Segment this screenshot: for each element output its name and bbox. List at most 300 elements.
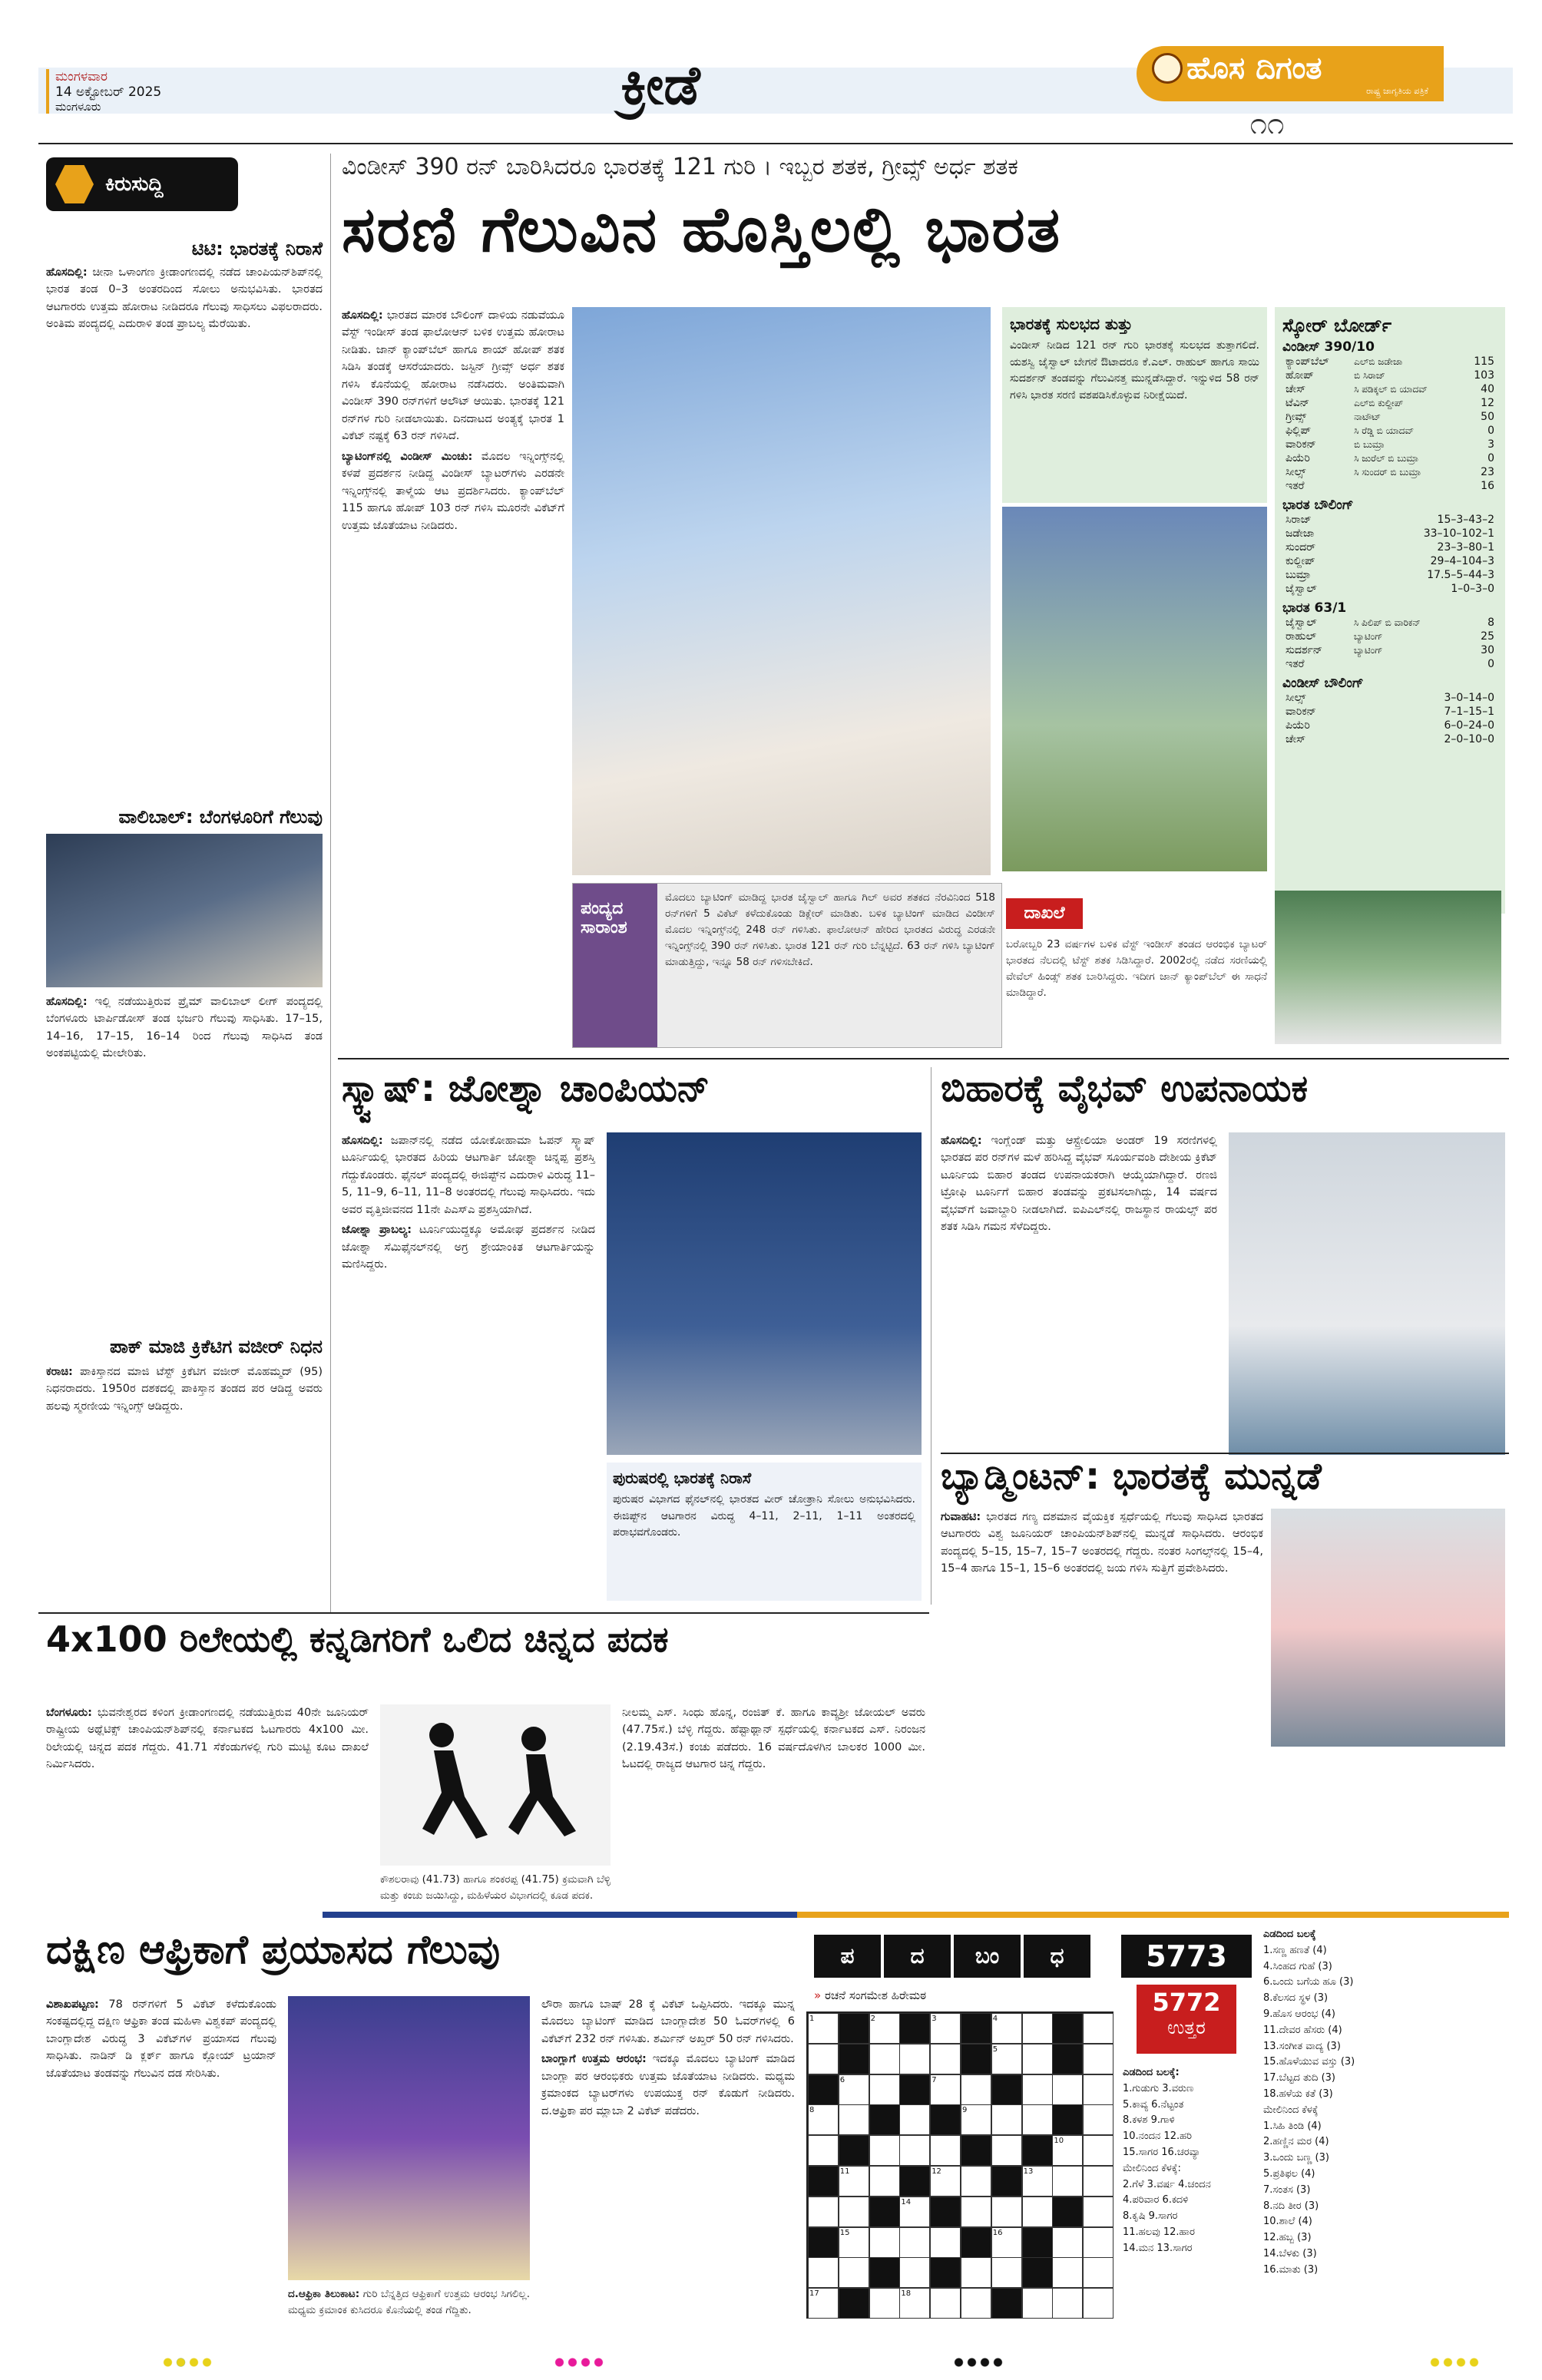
brand-name: ಹೊಸ ದಿಗಂತ bbox=[1186, 51, 1322, 86]
grid-block bbox=[808, 2227, 839, 2258]
section-divider bbox=[38, 1612, 929, 1614]
grid-cell[interactable] bbox=[869, 2135, 900, 2166]
grid-cell[interactable] bbox=[930, 2135, 961, 2166]
grid-cell[interactable] bbox=[808, 2257, 839, 2288]
answer-line: 8.ಕೃಷಿ 9.ಸಾಗರ bbox=[1123, 2210, 1178, 2223]
grid-cell[interactable] bbox=[1022, 2044, 1053, 2074]
date-block bbox=[46, 69, 223, 114]
squash-subheading: ಜೋಶ್ನಾ ಪ್ರಾಬಲ್ಯ: bbox=[342, 1224, 412, 1237]
runs: 0 bbox=[1487, 658, 1494, 670]
grid-cell[interactable] bbox=[961, 2197, 991, 2227]
answer-line: 11.ಹಲವು 12.ಹಾರ bbox=[1123, 2226, 1195, 2238]
grid-cell[interactable]: 12 bbox=[930, 2166, 961, 2197]
brief-title: ಪಾಕ್ ಮಾಜಿ ಕ್ರಿಕೆಟಿಗ ವಜೀರ್ ನಿಧನ bbox=[109, 1336, 323, 1357]
bowler-name: ವಾರಿಕನ್ bbox=[1286, 706, 1316, 718]
clue-line: 15.ಹೊಳೆಯುವ ವಸ್ತು (3) bbox=[1263, 2056, 1355, 2068]
dateline: ಹೊಸದಿಲ್ಲಿ: bbox=[46, 996, 88, 1008]
scoreboard bbox=[1275, 307, 1505, 914]
grid-cell[interactable]: 5 bbox=[991, 2044, 1022, 2074]
lead-headline: ಸರಣಿ ಗೆಲುವಿನ ಹೊಸ್ತಿಲಲ್ಲಿ ಭಾರತ bbox=[342, 193, 1062, 266]
dismissal: ಬಿ ಸಿರಾಜ್ bbox=[1354, 369, 1385, 381]
side-box-body: ವಿಂಡೀಸ್ ನೀಡಿದ 121 ರನ್ ಗುರಿ ಭಾರತಕ್ಕೆ ಸುಲಭದ ತುತ್ತಾಗಲಿದೆ. ಯಶಸ್ವಿ ಜೈಸ್ವಾಲ್ ಬೇಗನೆ ಔಟಾದರೂ ಕೆ.ಎಲ್. ರಾಹುಲ್ ಹಾಗೂ ಸಾಯಿ ಸುದರ್ಶನ್ ತಂಡವನ್ನು ಗೆಲುವಿನತ್ತ ಮುನ್ನಡೆಸಿದ್ದಾರೆ. ಇನ್ನುಳಿದ 58 ರನ್ ಗಳಿಸಿ ಭಾರತ ಸರಣಿ ವಶಪಡಿಸಿಕೊಳ್ಳುವ ನಿರೀಕ್ಷೆಯಿದೆ. bbox=[1010, 339, 1259, 402]
grid-cell[interactable] bbox=[808, 2044, 839, 2074]
grid-cell[interactable] bbox=[1052, 2257, 1083, 2288]
grid-cell[interactable] bbox=[961, 2074, 991, 2105]
grid-cell[interactable] bbox=[839, 2104, 869, 2135]
relay-headline: 4x100 ರಿಲೇಯಲ್ಲಿ ಕನ್ನಡಿಗರಿಗೆ ಒಲಿದ ಚಿನ್ನದ ಪದಕ bbox=[46, 1618, 669, 1660]
vaibhav-text: ಇಂಗ್ಲೆಂಡ್ ಮತ್ತು ಆಸ್ಟ್ರೇಲಿಯಾ ಅಂಡರ್ 19 ಸರಣಿಗಳಲ್ಲಿ ಭಾರತದ ಪರ ರನ್‌ಗಳ ಮಳೆ ಹರಿಸಿದ್ದ ವೈಭವ್ ಸೂರ್ಯವಂಶಿ ದೇಶೀಯ ಕ್ರಿಕೆಟ್ ಟೂರ್ನಿಯ ಬಿಹಾರ ತಂಡದ ಉಪನಾಯಕರಾಗಿ ಆಯ್ಕೆಯಾಗಿದ್ದಾರೆ. ರಣಜಿ ಟ್ರೋಫಿ ಟೂರ್ನಿಗೆ ಬಿಹಾರ ತಂಡವನ್ನು ಪ್ರಕಟಿಸಲಾಗಿದ್ದು, 14 ವರ್ಷದ ವೈಭವ್‌ಗೆ ಜವಾಬ್ದಾರಿ ನೀಡಲಾಗಿದೆ. ಐಪಿಎಲ್‌ನಲ್ಲಿ ರಾಜಸ್ಥಾನ ರಾಯಲ್ಸ್ ಪರ ಶತಕ ಸಿಡಿಸಿ ಗಮನ ಸೆಳೆದಿದ್ದರು. bbox=[941, 1135, 1217, 1234]
side-box-title: ಭಾರತಕ್ಕೆ ಸುಲಭದ ತುತ್ತು bbox=[1010, 315, 1133, 333]
figures: 29–4–104–3 bbox=[1430, 555, 1494, 567]
grid-cell[interactable] bbox=[899, 2044, 930, 2074]
dateline: ಕರಾಚಿ: bbox=[46, 1366, 73, 1378]
bowler-name: ಬುಮ್ರಾ bbox=[1286, 569, 1311, 581]
runs: 50 bbox=[1481, 411, 1494, 423]
relay-caption: ಕೌಶಲರಾವು (41.73) ಹಾಗೂ ಶಂಕರಪ್ಪ (41.75) ಕ್ರಮವಾಗಿ ಬೆಳ್ಳಿ ಮತ್ತು ಕಂಚು ಜಯಿಸಿದ್ದು, ಮಹಿಳೆಯರ ವಿಭಾಗದಲ್ಲಿ ಕೂಡ ಪದಕ. bbox=[380, 1873, 611, 1902]
bowler-name: ಸಿರಾಜ್ bbox=[1286, 514, 1312, 526]
lead-text: ಭಾರತದ ಮಾರಕ ಬೌಲಿಂಗ್ ದಾಳಿಯ ನಡುವೆಯೂ ವೆಸ್ಟ್ ಇಂಡೀಸ್ ತಂಡ ಫಾಲೋಆನ್ ಬಳಿಕ ಉತ್ತಮ ಹೋರಾಟ ನೀಡಿತು. ಜಾನ್ ಕ್ಯಾಂಪ್‌ಬೆಲ್ ಹಾಗೂ ಶಾಯ್ ಹೋಪ್ ಶತಕ ಸಿಡಿಸಿ ತಂಡಕ್ಕೆ ಆಸರೆಯಾದರು. ಜಸ್ಟಿನ್ ಗ್ರೀವ್ಸ್ ಅರ್ಧ ಶತಕ ಗಳಿಸಿ ಕೊನೆಯಲ್ಲಿ ಹೋರಾಟ ನಡೆಸಿದರು. ಅಂತಿಮವಾಗಿ ವಿಂಡೀಸ್ 390 ರನ್‌ಗಳಿಗೆ ಆಲೌಟ್ ಆಯಿತು. ಭಾರತಕ್ಕೆ 121 ರನ್‌ಗಳ ಗುರಿ ನೀಡಲಾಯಿತು. ದಿನದಾಟದ ಅಂತ್ಯಕ್ಕೆ ಭಾರತ 1 ವಿಕೆಟ್ ನಷ್ಟಕ್ಕೆ 63 ರನ್ ಗಳಿಸಿದೆ. bbox=[342, 309, 564, 443]
grid-cell[interactable] bbox=[899, 2257, 930, 2288]
summary-body: ಮೊದಲು ಬ್ಯಾಟಿಂಗ್ ಮಾಡಿದ್ದ ಭಾರತ ಜೈಸ್ವಾಲ್ ಹಾಗೂ ಗಿಲ್ ಅವರ ಶತಕದ ನೆರವಿನಿಂದ 518 ರನ್‌ಗಳಿಗೆ 5 ವಿಕೆಟ್ ಕಳೆದುಕೊಂಡು ಡಿಕ್ಲೇರ್ ಮಾಡಿತು. ಬಳಿಕ ಬ್ಯಾಟಿಂಗ್ ಮಾಡಿದ ವಿಂಡೀಸ್ ಮೊದಲ ಇನ್ನಿಂಗ್ಸ್‌ನಲ್ಲಿ 248 ರನ್ ಗಳಿಸಿತು. ಫಾಲೋಆನ್ ಹೇರಿದ ಭಾರತದ ವಿರುದ್ಧ ಎರಡನೇ ಇನ್ನಿಂಗ್ಸ್‌ನಲ್ಲಿ 390 ರನ್ ಗಳಿಸಿತು. ಭಾರತ 121 ರನ್ ಗುರಿ ಬೆನ್ನಟ್ಟಿದೆ. 63 ರನ್ ಗಳಿಸಿ ಬ್ಯಾಟಿಂಗ್ ಮಾಡುತ್ತಿದ್ದು, ಇನ್ನೂ 58 ರನ್ ಗಳಿಸಬೇಕಿದೆ. bbox=[665, 891, 995, 968]
grid-block bbox=[930, 2104, 961, 2135]
dismissal: ಸಿ ಪಿಲಿಪ್ ಬಿ ವಾರಿಕನ್ bbox=[1353, 616, 1421, 628]
grid-cell[interactable] bbox=[1022, 2104, 1053, 2135]
bowler-name: ಜಡೇಜಾ bbox=[1286, 527, 1315, 540]
grid-cell[interactable] bbox=[930, 2227, 961, 2258]
bowling-row bbox=[1282, 691, 1497, 705]
grid-cell[interactable] bbox=[1052, 2074, 1083, 2105]
dismissal: ನಾಟೌಟ್ bbox=[1354, 411, 1382, 422]
dateline: ಗುವಾಹಟಿ: bbox=[941, 1511, 981, 1523]
grid-cell[interactable] bbox=[869, 2074, 900, 2105]
sa-subheading: ಬಾಂಗ್ಲಾಗೆ ಉತ್ತಮ ಆರಂಭ: bbox=[541, 2053, 647, 2066]
figures: 23–3–80–1 bbox=[1437, 541, 1494, 554]
batter-name: ರಾಹುಲ್ bbox=[1286, 630, 1317, 643]
bowling-row bbox=[1282, 705, 1497, 719]
dismissal: ಸಿ ರೆಡ್ಡಿ ಬಿ ಯಾದವ್ bbox=[1354, 425, 1415, 436]
dismissal bbox=[1351, 479, 1461, 493]
grid-cell[interactable] bbox=[839, 2197, 869, 2227]
score-row bbox=[1282, 616, 1497, 630]
section-divider bbox=[338, 1058, 1509, 1059]
grid-cell[interactable]: 1 bbox=[808, 2013, 839, 2044]
crossword-author bbox=[814, 1988, 1106, 2002]
brief-3 bbox=[46, 1336, 323, 1415]
bowler-name: ಸುಂದರ್ bbox=[1286, 541, 1316, 554]
grid-cell[interactable]: 16 bbox=[991, 2227, 1022, 2258]
bowling-table bbox=[1282, 513, 1497, 596]
squash-text-2: ಟೂರ್ನಿಯುದ್ದಕ್ಕೂ ಅಮೋಘ ಪ್ರದರ್ಶನ ನೀಡಿದ ಜೋಶ್ನಾ ಸೆಮಿಫೈನಲ್‌ನಲ್ಲಿ ಅಗ್ರ ಶ್ರೇಯಾಂಕಿತ ಆಟಗಾರ್ತಿಯನ್ನು ಮಣಿಸಿದ್ದರು. bbox=[342, 1224, 596, 1271]
date: 14 ಅಕ್ಟೋಬರ್ 2025 bbox=[55, 84, 162, 100]
grid-block bbox=[869, 2197, 900, 2227]
grid-cell[interactable] bbox=[899, 2135, 930, 2166]
crossword-grid bbox=[806, 2011, 1113, 2319]
grid-cell[interactable] bbox=[899, 2104, 930, 2135]
runs: 8 bbox=[1487, 616, 1494, 629]
grid-cell[interactable]: 18 bbox=[899, 2288, 930, 2319]
grid-cell[interactable] bbox=[1083, 2044, 1113, 2074]
kirusuddi-badge bbox=[46, 157, 238, 211]
grid-block bbox=[991, 2074, 1022, 2105]
grid-cell[interactable] bbox=[899, 2227, 930, 2258]
grid-cell[interactable] bbox=[991, 2197, 1022, 2227]
relay-text: ಭುವನೇಶ್ವರದ ಕಳಿಂಗ ಕ್ರೀಡಾಂಗಣದಲ್ಲಿ ನಡೆಯುತ್ತಿರುವ 40ನೇ ಜೂನಿಯರ್ ರಾಷ್ಟ್ರೀಯ ಅಥ್ಲೆಟಿಕ್ಸ್ ಚಾಂಪಿಯನ್‌ಶಿಪ್‌ನಲ್ಲಿ ಕರ್ನಾಟಕದ ಓಟಗಾರರು 4x100 ಮೀ. ರಿಲೇಯಲ್ಲಿ ಚಿನ್ನದ ಪದಕ ಗೆದ್ದರು. 41.71 ಸೆಕೆಂಡುಗಳಲ್ಲಿ ಗುರಿ ಮುಟ್ಟಿ ಕೂಟ ದಾಖಲೆ ನಿರ್ಮಿಸಿದರು. bbox=[46, 1707, 369, 1771]
grid-block bbox=[1022, 2227, 1053, 2258]
hand-icon bbox=[55, 165, 94, 203]
score-row bbox=[1282, 396, 1497, 410]
bowling-row bbox=[1282, 732, 1497, 746]
brand-logo bbox=[1137, 46, 1444, 101]
grid-cell[interactable]: 8 bbox=[808, 2104, 839, 2135]
grid-block bbox=[1022, 2135, 1053, 2166]
section-title: ಕ್ರೀಡೆ bbox=[620, 54, 700, 117]
score-row bbox=[1282, 410, 1497, 424]
brief-title: ಟಿಟಿ: ಭಾರತಕ್ಕೆ ನಿರಾಸೆ bbox=[191, 238, 323, 259]
page-number: ೧೧ bbox=[1249, 106, 1285, 141]
dateline: ಹೊಸದಿಲ್ಲಿ: bbox=[46, 266, 88, 279]
clues bbox=[1263, 1927, 1509, 2279]
grid-cell[interactable]: 3 bbox=[930, 2013, 961, 2044]
clue-line: 17.ಬೆಟ್ಟದ ತುದಿ (3) bbox=[1263, 2072, 1335, 2084]
bowling-title: ಭಾರತ ಬೌಲಿಂಗ್ bbox=[1282, 497, 1354, 513]
dismissal: ಎಲ್‌ಬಿ ಜಡೇಜಾ bbox=[1354, 355, 1403, 367]
score-row bbox=[1282, 438, 1497, 451]
grid-block bbox=[808, 2166, 839, 2197]
score-row bbox=[1282, 657, 1497, 671]
grid-block bbox=[961, 2227, 991, 2258]
clue-line: 7.ಸಂತಸ (3) bbox=[1263, 2183, 1311, 2196]
grid-cell[interactable] bbox=[1083, 2257, 1113, 2288]
vaibhav-headline: ಬಿಹಾರಕ್ಕೆ ವೈಭವ್ ಉಪನಾಯಕ bbox=[941, 1067, 1309, 1110]
score-row bbox=[1282, 479, 1497, 493]
grid-cell[interactable] bbox=[839, 2257, 869, 2288]
grid-cell[interactable]: 4 bbox=[991, 2013, 1022, 2044]
runs: 16 bbox=[1481, 480, 1494, 492]
batter-name: ಫಿಲ್ಲಿಪ್ bbox=[1286, 425, 1312, 437]
score-row bbox=[1282, 382, 1497, 396]
clue-line: 14.ಬೆಳಕು (3) bbox=[1263, 2247, 1317, 2259]
sun-icon bbox=[1152, 53, 1183, 84]
clue-line: 8.ನದಿ ತೀರ (3) bbox=[1263, 2200, 1319, 2212]
lead-text-2: ಮೊದಲ ಇನ್ನಿಂಗ್ಸ್‌ನಲ್ಲಿ ಕಳಪೆ ಪ್ರದರ್ಶನ ನೀಡಿದ್ದ ವಿಂಡೀಸ್ ಬ್ಯಾಟರ್‌ಗಳು ಎರಡನೇ ಇನ್ನಿಂಗ್ಸ್‌ನಲ್ಲಿ ತಾಳ್ಮೆಯ ಆಟ ಪ್ರದರ್ಶಿಸಿದರು. ಕ್ಯಾಂಪ್‌ಬೆಲ್ 115 ಹಾಗೂ ಹೋಪ್ 103 ರನ್ ಗಳಿಸಿ ಮೂರನೇ ವಿಕೆಟ್‌ಗೆ ಉತ್ತಮ ಜೊತೆಯಾಟ ನೀಡಿದರು. bbox=[342, 450, 564, 532]
color-bar bbox=[323, 1912, 1509, 1918]
crossword-author-text: ರಚನೆ ಸಂಗಮೇಶ ಹಿರೇಮಠ bbox=[824, 1988, 927, 2002]
answer-line: 4.ಪರಿವಾರ 6.ಕದಳಿ bbox=[1123, 2194, 1189, 2206]
grid-block bbox=[1052, 2013, 1083, 2044]
clue-line: 3.ಒಂದು ಬಣ್ಣ (3) bbox=[1263, 2152, 1329, 2164]
lead-body bbox=[342, 307, 564, 537]
grid-cell[interactable]: 2 bbox=[869, 2013, 900, 2044]
grid-cell[interactable] bbox=[869, 2166, 900, 2197]
column-divider bbox=[330, 154, 331, 1612]
grid-cell[interactable]: 10 bbox=[1052, 2135, 1083, 2166]
figures: 33–10–102–1 bbox=[1423, 527, 1494, 540]
dismissal: ಸಿ ಜುರೆಲ್ ಬಿ ಬುಮ್ರಾ bbox=[1354, 452, 1419, 464]
score-row bbox=[1282, 424, 1497, 438]
bowler-name: ಸೀಲ್ಸ್ bbox=[1286, 692, 1306, 704]
squash-text: ಜಪಾನ್‌ನಲ್ಲಿ ನಡೆದ ಯೋಕೋಹಾಮಾ ಓಪನ್ ಸ್ಕ್ವಾಷ್ ಟೂರ್ನಿಯಲ್ಲಿ ಭಾರತದ ಹಿರಿಯ ಆಟಗಾರ್ತಿ ಜೋಶ್ನಾ ಚಿನ್ನಪ್ಪ ಪ್ರಶಸ್ತಿ ಗೆದ್ದುಕೊಂಡರು. ಫೈನಲ್ ಪಂದ್ಯದಲ್ಲಿ ಈಜಿಪ್ಟ್‌ನ ಎದುರಾಳಿ ವಿರುದ್ಧ 11–5, 11–9, 6–11, 11–8 ಅಂತರದಲ್ಲಿ ಗೆಲುವು ಸಾಧಿಸಿದರು. ಇದು ಅವರ ವೃತ್ತಿಜೀವನದ 11ನೇ ಪಿಎಸ್‌ಎ ಪ್ರಶಸ್ತಿಯಾಗಿದೆ. bbox=[342, 1135, 595, 1216]
brief-body: ಇಲ್ಲಿ ನಡೆಯುತ್ತಿರುವ ಪ್ರೈಮ್ ವಾಲಿಬಾಲ್ ಲೀಗ್ ಪಂದ್ಯದಲ್ಲಿ ಬೆಂಗಳೂರು ಟಾರ್ಪಿಡೋಸ್ ತಂಡ ಭರ್ಜರಿ ಗೆಲುವು ಸಾಧಿಸಿತು. 17–15, 14–16, 17–15, 16–14 ರಿಂದ ಗೆಲುವು ಸಾಧಿಸಿದ ತಂಡ ಅಂಕಪಟ್ಟಿಯಲ್ಲಿ ಮೇಲೇರಿತು. bbox=[46, 996, 323, 1060]
joshna-photo bbox=[607, 1132, 922, 1455]
clue-line: 16.ಮಾತು (3) bbox=[1263, 2263, 1319, 2276]
grid-block bbox=[839, 2013, 869, 2044]
batter-name: ಇತರೆ bbox=[1286, 658, 1305, 670]
runs: 103 bbox=[1474, 369, 1494, 382]
weekday: ಮಂಗಳವಾರ bbox=[55, 69, 108, 84]
relay-body-2: ನೀಲಮ್ಮ ಎಸ್. ಸಿಂಧು ಹೊನ್ನ, ರಂಜಿತ್ ಕೆ. ಹಾಗೂ ಕಾವ್ಯಶ್ರೀ ಜೋಯಲ್ ಅವರು (47.75ಸೆ.) ಬೆಳ್ಳಿ ಗೆದ್ದರು. ಹೆಪ್ಟಾಥ್ಲಾನ್ ಸ್ಪರ್ಧೆಯಲ್ಲಿ ಕರ್ನಾಟಕದ ಎಸ್. ನಿರಂಜನ (2.19.43ಸೆ.) ಕಂಚು ಪಡೆದರು. 16 ವರ್ಷದೊಳಗಿನ ಬಾಲಕರ 1000 ಮೀ. ಓಟದಲ್ಲಿ ರಾಜ್ಯದ ಆಟಗಾರ ಚಿನ್ನ ಗೆದ್ದರು. bbox=[622, 1707, 925, 1771]
grid-block bbox=[899, 2166, 930, 2197]
city: ಮಂಗಳೂರು bbox=[55, 100, 101, 114]
sa-caption-text: ಗುರಿ ಬೆನ್ನತ್ತಿದ ಆಫ್ರಿಕಾಗೆ ಉತ್ತಮ ಆರಂಭ ಸಿಗಲಿಲ್ಲ. ಮಧ್ಯಮ ಕ್ರಮಾಂಕ ಕುಸಿದರೂ ಕೊನೆಯಲ್ಲಿ ತಂಡ ಗೆದ್ದಿತು. bbox=[288, 2288, 530, 2316]
clue-line: 10.ಶಾಲೆ (4) bbox=[1263, 2216, 1312, 2228]
volleyball-photo bbox=[46, 834, 323, 987]
grid-cell[interactable]: 17 bbox=[808, 2288, 839, 2319]
sa-text-2: ಲೌರಾ ಹಾಗೂ ಬಾಷ್ 28 ಕ್ಕೆ ವಿಕೆಟ್ ಒಪ್ಪಿಸಿದರು. ಇದಕ್ಕೂ ಮುನ್ನ ಮೊದಲು ಬ್ಯಾಟಿಂಗ್ ಮಾಡಿದ ಬಾಂಗ್ಲಾದೇಶ 50 ಓವರ್‌ಗಳಲ್ಲಿ 6 ವಿಕೆಟ್‌ಗೆ 232 ರನ್ ಗಳಿಸಿತು. ಶರ್ಮಿನ್ ಅಖ್ತರ್ 50 ರನ್ ಗಳಿಸಿದರು. bbox=[541, 1998, 795, 2045]
crossword-title-char: ಬಂ bbox=[954, 1935, 1021, 1978]
lead-subheading: ಬ್ಯಾಟಿಂಗ್‌ನಲ್ಲಿ ವಿಂಡೀಸ್ ಮಿಂಚು: bbox=[342, 450, 473, 463]
grid-cell[interactable]: 7 bbox=[930, 2074, 961, 2105]
grid-block bbox=[1052, 2197, 1083, 2227]
squash-men-box bbox=[607, 1463, 922, 1601]
bowling-row bbox=[1282, 527, 1497, 540]
grid-cell[interactable] bbox=[1022, 2288, 1053, 2319]
kirusuddi-label: ಕಿರುಸುದ್ದಿ bbox=[105, 172, 164, 196]
grid-block bbox=[961, 2135, 991, 2166]
sa-body bbox=[46, 1996, 276, 2082]
grid-cell[interactable] bbox=[991, 2104, 1022, 2135]
runs: 0 bbox=[1487, 452, 1494, 464]
clue-line: ಮೇಲಿನಿಂದ ಕೆಳಕ್ಕೆ bbox=[1263, 2104, 1319, 2116]
grid-cell[interactable] bbox=[1083, 2074, 1113, 2105]
bowling-row bbox=[1282, 540, 1497, 554]
grid-cell[interactable]: 15 bbox=[839, 2227, 869, 2258]
innings-title: ವಿಂಡೀಸ್ 390/10 bbox=[1282, 339, 1375, 355]
daakhale-label: ದಾಖಲೆ bbox=[1006, 898, 1083, 929]
bowling-row bbox=[1282, 719, 1497, 732]
sa-photo bbox=[288, 1996, 530, 2280]
registration-dots bbox=[952, 2357, 1006, 2368]
batter-name: ವಾರಿಕನ್ bbox=[1286, 438, 1316, 451]
score-row bbox=[1282, 465, 1497, 479]
clue-line: 12.ಹಬ್ಬ (3) bbox=[1263, 2232, 1312, 2244]
clue-line: 9.ಹೊಸ ಆರಂಭ (4) bbox=[1263, 2008, 1335, 2020]
grid-cell[interactable] bbox=[1052, 2166, 1083, 2197]
prev-label: ಉತ್ತರ bbox=[1167, 2017, 1206, 2038]
relay-body bbox=[46, 1704, 369, 1773]
bowler-name: ಜೈಸ್ವಾಲ್ bbox=[1286, 583, 1317, 595]
dateline: ಹೊಸದಿಲ್ಲಿ: bbox=[342, 309, 383, 322]
bowling-title-2: ವಿಂಡೀಸ್ ಬೌಲಿಂಗ್ bbox=[1282, 676, 1364, 691]
score-row bbox=[1282, 451, 1497, 465]
answer-line: 1.ಗುಡುಗು 3.ವರುಣ bbox=[1123, 2082, 1194, 2094]
grid-block bbox=[991, 2288, 1022, 2319]
clue-line: 1.ಸಿಹಿ ತಿಂಡಿ (4) bbox=[1263, 2120, 1322, 2132]
runs: 0 bbox=[1487, 425, 1494, 437]
runs: 40 bbox=[1481, 383, 1494, 395]
grid-cell[interactable] bbox=[1083, 2227, 1113, 2258]
clue-line: 4.ಸಿಂಹದ ಗುಹೆ (3) bbox=[1263, 1960, 1332, 1972]
dateline: ವಿಶಾಖಪಟ್ಟಣ: bbox=[46, 1998, 99, 2011]
grid-cell[interactable] bbox=[1022, 2013, 1053, 2044]
answer-line: ಮೇಲಿನಿಂದ ಕೆಳಕ್ಕೆ: bbox=[1123, 2162, 1181, 2174]
summary-label-1: ಪಂದ್ಯದ bbox=[581, 899, 624, 918]
grid-cell[interactable] bbox=[1083, 2288, 1113, 2319]
across-title: ಎಡದಿಂದ ಬಲಕ್ಕೆ: bbox=[1123, 2067, 1180, 2078]
brief-body: ಪಾಕಿಸ್ತಾನದ ಮಾಜಿ ಟೆಸ್ಟ್ ಕ್ರಿಕೆಟಿಗ ವಜೀರ್ ಮೊಹಮ್ಮದ್ (95) ನಿಧನರಾದರು. 1950ರ ದಶಕದಲ್ಲಿ ಪಾಕಿಸ್ತಾನ ತಂಡದ ಪರ ಆಡಿದ್ದ ಅವರು ಹಲವು ಸ್ಮರಣೀಯ ಇನ್ನಿಂಗ್ಸ್ ಆಡಿದ್ದರು. bbox=[46, 1366, 323, 1413]
bowling-table-2 bbox=[1282, 691, 1497, 746]
dateline: ಬೆಂಗಳೂರು: bbox=[46, 1707, 92, 1719]
grid-cell[interactable] bbox=[808, 2135, 839, 2166]
grid-cell[interactable]: 13 bbox=[1022, 2166, 1053, 2197]
runs: 115 bbox=[1474, 355, 1494, 368]
figures: 2–0–10–0 bbox=[1444, 733, 1494, 745]
grid-cell[interactable]: 11 bbox=[839, 2166, 869, 2197]
bowling-row bbox=[1282, 582, 1497, 596]
grid-cell[interactable] bbox=[1022, 2074, 1053, 2105]
grid-cell[interactable] bbox=[1052, 2227, 1083, 2258]
daakhale-box bbox=[1006, 883, 1505, 1048]
grid-cell[interactable] bbox=[869, 2288, 900, 2319]
relay-graphic bbox=[380, 1704, 611, 1866]
grid-block bbox=[839, 2044, 869, 2074]
daakhale-body: ಬರೋಬ್ಬರಿ 23 ವರ್ಷಗಳ ಬಳಿಕ ವೆಸ್ಟ್ ಇಂಡೀಸ್ ತಂಡದ ಆರಂಭಿಕ ಬ್ಯಾಟರ್ ಭಾರತದ ನೆಲದಲ್ಲಿ ಟೆಸ್ಟ್ ಶತಕ ಸಿಡಿಸಿದ್ದಾರೆ. 2002ರಲ್ಲಿ ನಡೆದ ಸರಣಿಯಲ್ಲಿ ವೇವೆಲ್ ಹಿಂಡ್ಸ್ ಶತಕ ಬಾರಿಸಿದ್ದರು. ಇದೀಗ ಜಾನ್ ಕ್ಯಾಂಪ್‌ಬೆಲ್ ಈ ಸಾಧನೆ ಮಾಡಿದ್ದಾರೆ. bbox=[1006, 938, 1267, 999]
innings-title-2: ಭಾರತ 63/1 bbox=[1282, 600, 1347, 616]
grid-block bbox=[808, 2074, 839, 2105]
brief-2 bbox=[46, 806, 323, 1063]
grid-cell[interactable] bbox=[961, 2288, 991, 2319]
registration-dots bbox=[1428, 2357, 1482, 2368]
answer-line: 2.ಗೆಳೆ 3.ವರ್ಷ 4.ಚಂದನ bbox=[1123, 2178, 1211, 2190]
squash-headline: ಸ್ಕ್ವಾಷ್: ಜೋಶ್ನಾ ಚಾಂಪಿಯನ್ bbox=[342, 1067, 710, 1110]
bowler-name: ಪಿಯೆರಿ bbox=[1286, 719, 1310, 732]
crossword-title bbox=[814, 1935, 1090, 1978]
grid-block bbox=[930, 2257, 961, 2288]
sa-body-2 bbox=[541, 1996, 795, 2123]
squash-men-title: ಪುರುಷರಲ್ಲಿ ಭಾರತಕ್ಕೆ ನಿರಾಸೆ bbox=[613, 1469, 752, 1487]
batter-name: ಪಿಯೆರಿ bbox=[1286, 452, 1310, 464]
team-huddle-photo bbox=[1275, 891, 1501, 1044]
summary-box bbox=[572, 883, 1002, 1048]
clue-line: 2.ಹಣ್ಣಿನ ಮರ (4) bbox=[1263, 2136, 1329, 2148]
grid-cell[interactable] bbox=[1022, 2197, 1053, 2227]
figures: 3–0–14–0 bbox=[1444, 692, 1494, 704]
runs: 12 bbox=[1481, 397, 1494, 409]
clue-line: 11.ದೇವರ ಹೆಸರು (4) bbox=[1263, 2024, 1342, 2036]
batter-name: ಜೈಸ್ವಾಲ್ bbox=[1286, 616, 1317, 629]
squash-men-body: ಪುರುಷರ ವಿಭಾಗದ ಫೈನಲ್‌ನಲ್ಲಿ ಭಾರತದ ವೀರ್ ಚೋತ್ರಾನಿ ಸೋಲು ಅನುಭವಿಸಿದರು. ಈಜಿಪ್ಟ್‌ನ ಆಟಗಾರನ ವಿರುದ್ಧ 4–11, 2–11, 1–11 ಅಂತರದಲ್ಲಿ ಪರಾಭವಗೊಂಡರು. bbox=[613, 1493, 915, 1539]
brief-1 bbox=[46, 238, 323, 333]
grid-cell[interactable] bbox=[961, 2166, 991, 2197]
vaibhav-photo bbox=[1229, 1132, 1505, 1455]
grid-cell[interactable] bbox=[930, 2288, 961, 2319]
registration-dots bbox=[553, 2357, 607, 2368]
grid-cell[interactable]: 14 bbox=[899, 2197, 930, 2227]
grid-cell[interactable] bbox=[1083, 2135, 1113, 2166]
registration-dots bbox=[161, 2357, 215, 2368]
grid-cell[interactable] bbox=[1083, 2166, 1113, 2197]
lead-kicker: ವಿಂಡೀಸ್ 390 ರನ್ ಬಾರಿಸಿದರೂ ಭಾರತಕ್ಕೆ 121 ಗುರಿ । ಇಬ್ಬರ ಶತಕ, ಗ್ರೀವ್ಸ್ ಅರ್ಧ ಶತಕ bbox=[342, 154, 1018, 180]
crossword-title-char: ದ bbox=[884, 1935, 951, 1978]
clue-line: 13.ಸಂಗೀತ ವಾದ್ಯ (3) bbox=[1263, 2040, 1341, 2052]
grid-cell[interactable] bbox=[869, 2227, 900, 2258]
grid-block bbox=[961, 2013, 991, 2044]
dismissal: ಸಿ ಪಡಿಕ್ಕಲ್ ಬಿ ಯಾದವ್ bbox=[1354, 383, 1428, 395]
score-row bbox=[1282, 643, 1497, 657]
grid-block bbox=[839, 2135, 869, 2166]
dateline: ಹೊಸದಿಲ್ಲಿ: bbox=[941, 1135, 982, 1147]
figures: 17.5–5–44–3 bbox=[1427, 569, 1494, 581]
crossword-title-char: ಪ bbox=[814, 1935, 881, 1978]
runs: 25 bbox=[1481, 630, 1494, 643]
header-divider bbox=[38, 143, 1513, 144]
grid-block bbox=[961, 2044, 991, 2074]
grid-cell[interactable] bbox=[1083, 2013, 1113, 2044]
grid-cell[interactable]: 9 bbox=[961, 2104, 991, 2135]
grid-block bbox=[1052, 2104, 1083, 2135]
bowler-name: ಕುಲ್ದೀಪ್ bbox=[1286, 555, 1315, 567]
grid-cell[interactable] bbox=[1052, 2288, 1083, 2319]
grid-block bbox=[991, 2166, 1022, 2197]
batting-table bbox=[1282, 355, 1497, 493]
bowling-row bbox=[1282, 568, 1497, 582]
grid-block bbox=[1022, 2257, 1053, 2288]
clue-line: 1.ಸಣ್ಣ ಹಣತೆ (4) bbox=[1263, 1944, 1327, 1956]
badminton-headline: ಬ್ಯಾಡ್ಮಿಂಟನ್: ಭಾರತಕ್ಕೆ ಮುನ್ನಡೆ bbox=[941, 1455, 1322, 1498]
answer-line: 15.ಸಾಗರ 16.ಚರವ್ಯಾ bbox=[1123, 2146, 1201, 2158]
clue-line: 6.ಒಂದು ಬಗೆಯ ಹೂ (3) bbox=[1263, 1976, 1354, 1988]
bowler-name: ಚೇಸ್ bbox=[1286, 733, 1306, 745]
grid-cell[interactable] bbox=[991, 2135, 1022, 2166]
dismissal: ಬಿ ಬುಮ್ರಾ bbox=[1354, 438, 1385, 450]
grid-cell[interactable] bbox=[1083, 2197, 1113, 2227]
figures: 15–3–43–2 bbox=[1437, 514, 1494, 526]
batters-photo bbox=[1002, 507, 1267, 871]
figures: 6–0–24–0 bbox=[1444, 719, 1494, 732]
summary-label-2: ಸಾರಾಂಶ bbox=[581, 918, 627, 937]
batter-name: ಇತರೆ bbox=[1286, 480, 1305, 492]
clue-line: 8.ಕೆಲಸದ ಸ್ಥಳ (3) bbox=[1263, 1992, 1329, 2005]
prev-answers bbox=[1123, 2065, 1253, 2257]
batter-name: ಟೆವಿನ್ bbox=[1286, 397, 1310, 409]
grid-cell[interactable]: 6 bbox=[839, 2074, 869, 2105]
answer-line: 5.ಕಾವ್ಯ 6.ನೆಟ್ಟಂತ bbox=[1123, 2098, 1184, 2111]
answer-line: 10.ನಂದನ 12.ಹರಿ bbox=[1123, 2130, 1192, 2143]
grid-cell[interactable] bbox=[808, 2197, 839, 2227]
crossword-title-char: ಧ bbox=[1024, 1935, 1090, 1978]
grid-cell[interactable] bbox=[869, 2044, 900, 2074]
grid-block bbox=[869, 2104, 900, 2135]
squash-body bbox=[342, 1132, 595, 1277]
runs: 3 bbox=[1487, 438, 1494, 451]
lead-photo-celebration bbox=[572, 307, 991, 875]
grid-cell[interactable] bbox=[961, 2257, 991, 2288]
answer-line: 14.ಮನ 13.ಸಾಗರ bbox=[1123, 2242, 1193, 2254]
sa-text: 78 ರನ್‌ಗಳಿಗೆ 5 ವಿಕೆಟ್ ಕಳೆದುಕೊಂಡು ಸಂಕಷ್ಟದಲ್ಲಿದ್ದ ದಕ್ಷಿಣ ಆಫ್ರಿಕಾ ತಂಡ ಮಹಿಳಾ ವಿಶ್ವಕಪ್ ಪಂದ್ಯದಲ್ಲಿ ಬಾಂಗ್ಲಾದೇಶ ವಿರುದ್ಧ 3 ವಿಕೆಟ್‌ಗಳ ಪ್ರಯಾಸದ ಗೆಲುವು ಸಾಧಿಸಿತು. ನಾಡಿನ್ ಡಿ ಕ್ಲರ್ಕ್ ಹಾಗೂ ಕ್ಲೋಯ್ ಟ್ರಯಾನ್ ಜೊತೆಯಾಟ ತಂಡವನ್ನು ಗೆಲುವಿನ ದಡ ಸೇರಿಸಿತು. bbox=[46, 1998, 277, 2080]
grid-block bbox=[899, 2013, 930, 2044]
grid-cell[interactable] bbox=[930, 2044, 961, 2074]
brief-body: ಚೀನಾ ಒಳಾಂಗಣ ಕ್ರೀಡಾಂಗಣದಲ್ಲಿ ನಡೆದ ಚಾಂಪಿಯನ್‌ಶಿಪ್‌ನಲ್ಲಿ ಭಾರತ ತಂಡ 0–3 ಅಂತರದಿಂದ ಸೋಲು ಅನುಭವಿಸಿತು. ಭಾರತದ ಆಟಗಾರರು ಉತ್ತಮ ಹೋರಾಟ ನೀಡಿದರೂ ಗೆಲುವು ಸಾಧಿಸಲು ವಿಫಲರಾದರು. ಅಂತಿಮ ಪಂದ್ಯದಲ್ಲಿ ಎದುರಾಳಿ ತಂಡ ಪ್ರಾಬಲ್ಯ ಮೆರೆಯಿತು. bbox=[46, 266, 323, 331]
batter-name: ಸೀಲ್ಸ್ bbox=[1286, 466, 1306, 478]
bowling-row bbox=[1282, 513, 1497, 527]
grid-cell[interactable] bbox=[1083, 2104, 1113, 2135]
grid-block bbox=[869, 2257, 900, 2288]
runs: 30 bbox=[1481, 644, 1494, 656]
grid-cell[interactable] bbox=[991, 2257, 1022, 2288]
bowling-row bbox=[1282, 554, 1497, 568]
batter-name: ಚೇಸ್ bbox=[1286, 383, 1306, 395]
side-box bbox=[1002, 307, 1267, 503]
prev-number: 5772 bbox=[1152, 1988, 1221, 2017]
